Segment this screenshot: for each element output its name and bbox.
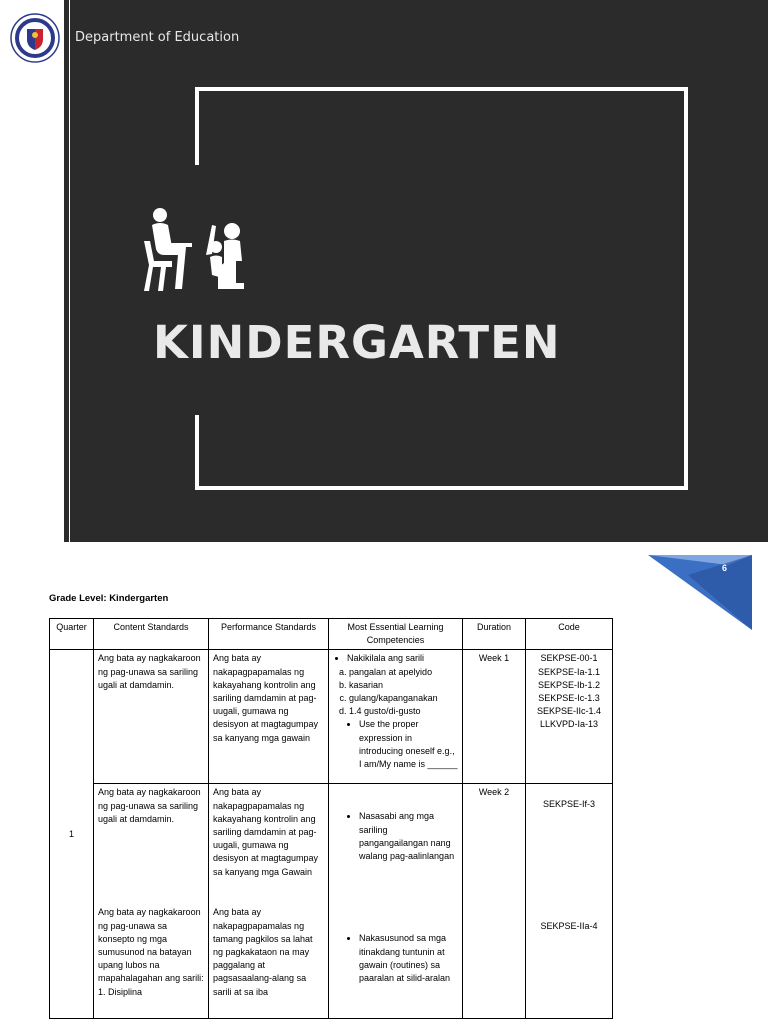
page-corner-decoration [648, 555, 752, 630]
competency-subitem: d. 1.4 gusto/di-gusto [349, 705, 458, 718]
code-value: SEKPSE-00-1 [540, 653, 598, 664]
code-value: SEKPSE-Ic-1.3 [538, 693, 600, 704]
code-value: SEKPSE-IIc-1.4 [536, 706, 602, 717]
competency-subitem: a. pangalan at apelyido [349, 666, 458, 679]
content-list-item: 1. Disiplina [98, 986, 143, 997]
grade-level-label: Grade Level: Kindergarten [49, 593, 169, 604]
table-row [50, 784, 613, 901]
competency-item: • Nakasusunod sa mga itinakdang tuntunin at gawain (routines) sa paaralan at silid-aralan [359, 932, 458, 985]
department-name: Department of Education [75, 30, 240, 45]
content-cell [94, 900, 209, 1019]
table-header-row [50, 619, 613, 650]
header-performance-standards: Performance Standards [209, 619, 329, 650]
code-cell: SEKPSE-IIa-4 [526, 900, 613, 1019]
frame-bottom [195, 415, 688, 490]
duration-cell: Week 2 [463, 784, 526, 1019]
performance-cell: Ang bata ay nakapagpapamalas ng kakayahang kontrolin ang sariling damdamin at pag-uugali, gumawa ng desisyon at magtagumpay sa kanyang mga gawain [209, 650, 329, 784]
code-value: LLKVPD-Ia-13 [539, 719, 599, 730]
competency-cell [329, 900, 463, 1019]
duration-cell: Week 1 [463, 650, 526, 784]
deped-seal-icon [10, 13, 60, 63]
code-value: SEKPSE-Ib-1.2 [537, 679, 601, 690]
competency-subitem: b. kasarian [349, 679, 458, 692]
quarter-cell: 1 [50, 650, 94, 1019]
table-row [50, 650, 613, 784]
page-number: 6 [722, 563, 728, 573]
cover-stripe [64, 0, 69, 542]
performance-cell: Ang bata ay nakapagpapamalas ng tamang pagkilos sa lahat ng pagkakataon na may paggalang at pagsasaalang-alang sa sarili at sa iba [209, 900, 329, 1019]
content-text: Ang bata ay nagkakaroon ng pag-unawa sa konsepto ng mga sumusunod na batayan upang lubos na mapahalagahan ang sarili: [98, 907, 204, 984]
header-duration: Duration [463, 619, 526, 650]
table-row [50, 900, 613, 1019]
header-competencies: Most Essential Learning Competencies [329, 619, 463, 650]
header-content-standards: Content Standards [94, 619, 209, 650]
competency-subitem: c. gulang/kapanganakan [349, 692, 458, 705]
competency-item: • Use the proper expression in introducing oneself e.g., I am/My name is ______ [359, 718, 458, 771]
code-cell: SEKPSE-If-3 [526, 784, 613, 901]
competency-item: • Nasasabi ang mga sariling pangangailangan nang walang pag-aalinlangan [359, 810, 458, 863]
frame-top [195, 87, 688, 165]
header-code: Code [526, 619, 613, 650]
code-value: SEKPSE-Ia-1.1 [537, 666, 601, 677]
classroom-icon [140, 205, 250, 295]
content-cell: Ang bata ay nagkakaroon ng pag-unawa sa sariling ugali at damdamin. [94, 784, 209, 901]
code-cell [526, 650, 613, 784]
competency-cell [329, 650, 463, 784]
content-cell: Ang bata ay nagkakaroon ng pag-unawa sa sariling ugali at damdamin. [94, 650, 209, 784]
competency-item: • Nakikilala ang sarili [347, 652, 458, 665]
performance-cell: Ang bata ay nakapagpapamalas ng kakayahang kontrolin ang sariling damdamin at pag-uugali, gumawa ng desisyon at magtagumpay sa kanyang mga Gawain [209, 784, 329, 901]
competency-cell [329, 784, 463, 901]
melc-table [49, 618, 613, 1019]
cover-title: KINDERGARTEN [153, 316, 561, 369]
header-quarter: Quarter [50, 619, 94, 650]
